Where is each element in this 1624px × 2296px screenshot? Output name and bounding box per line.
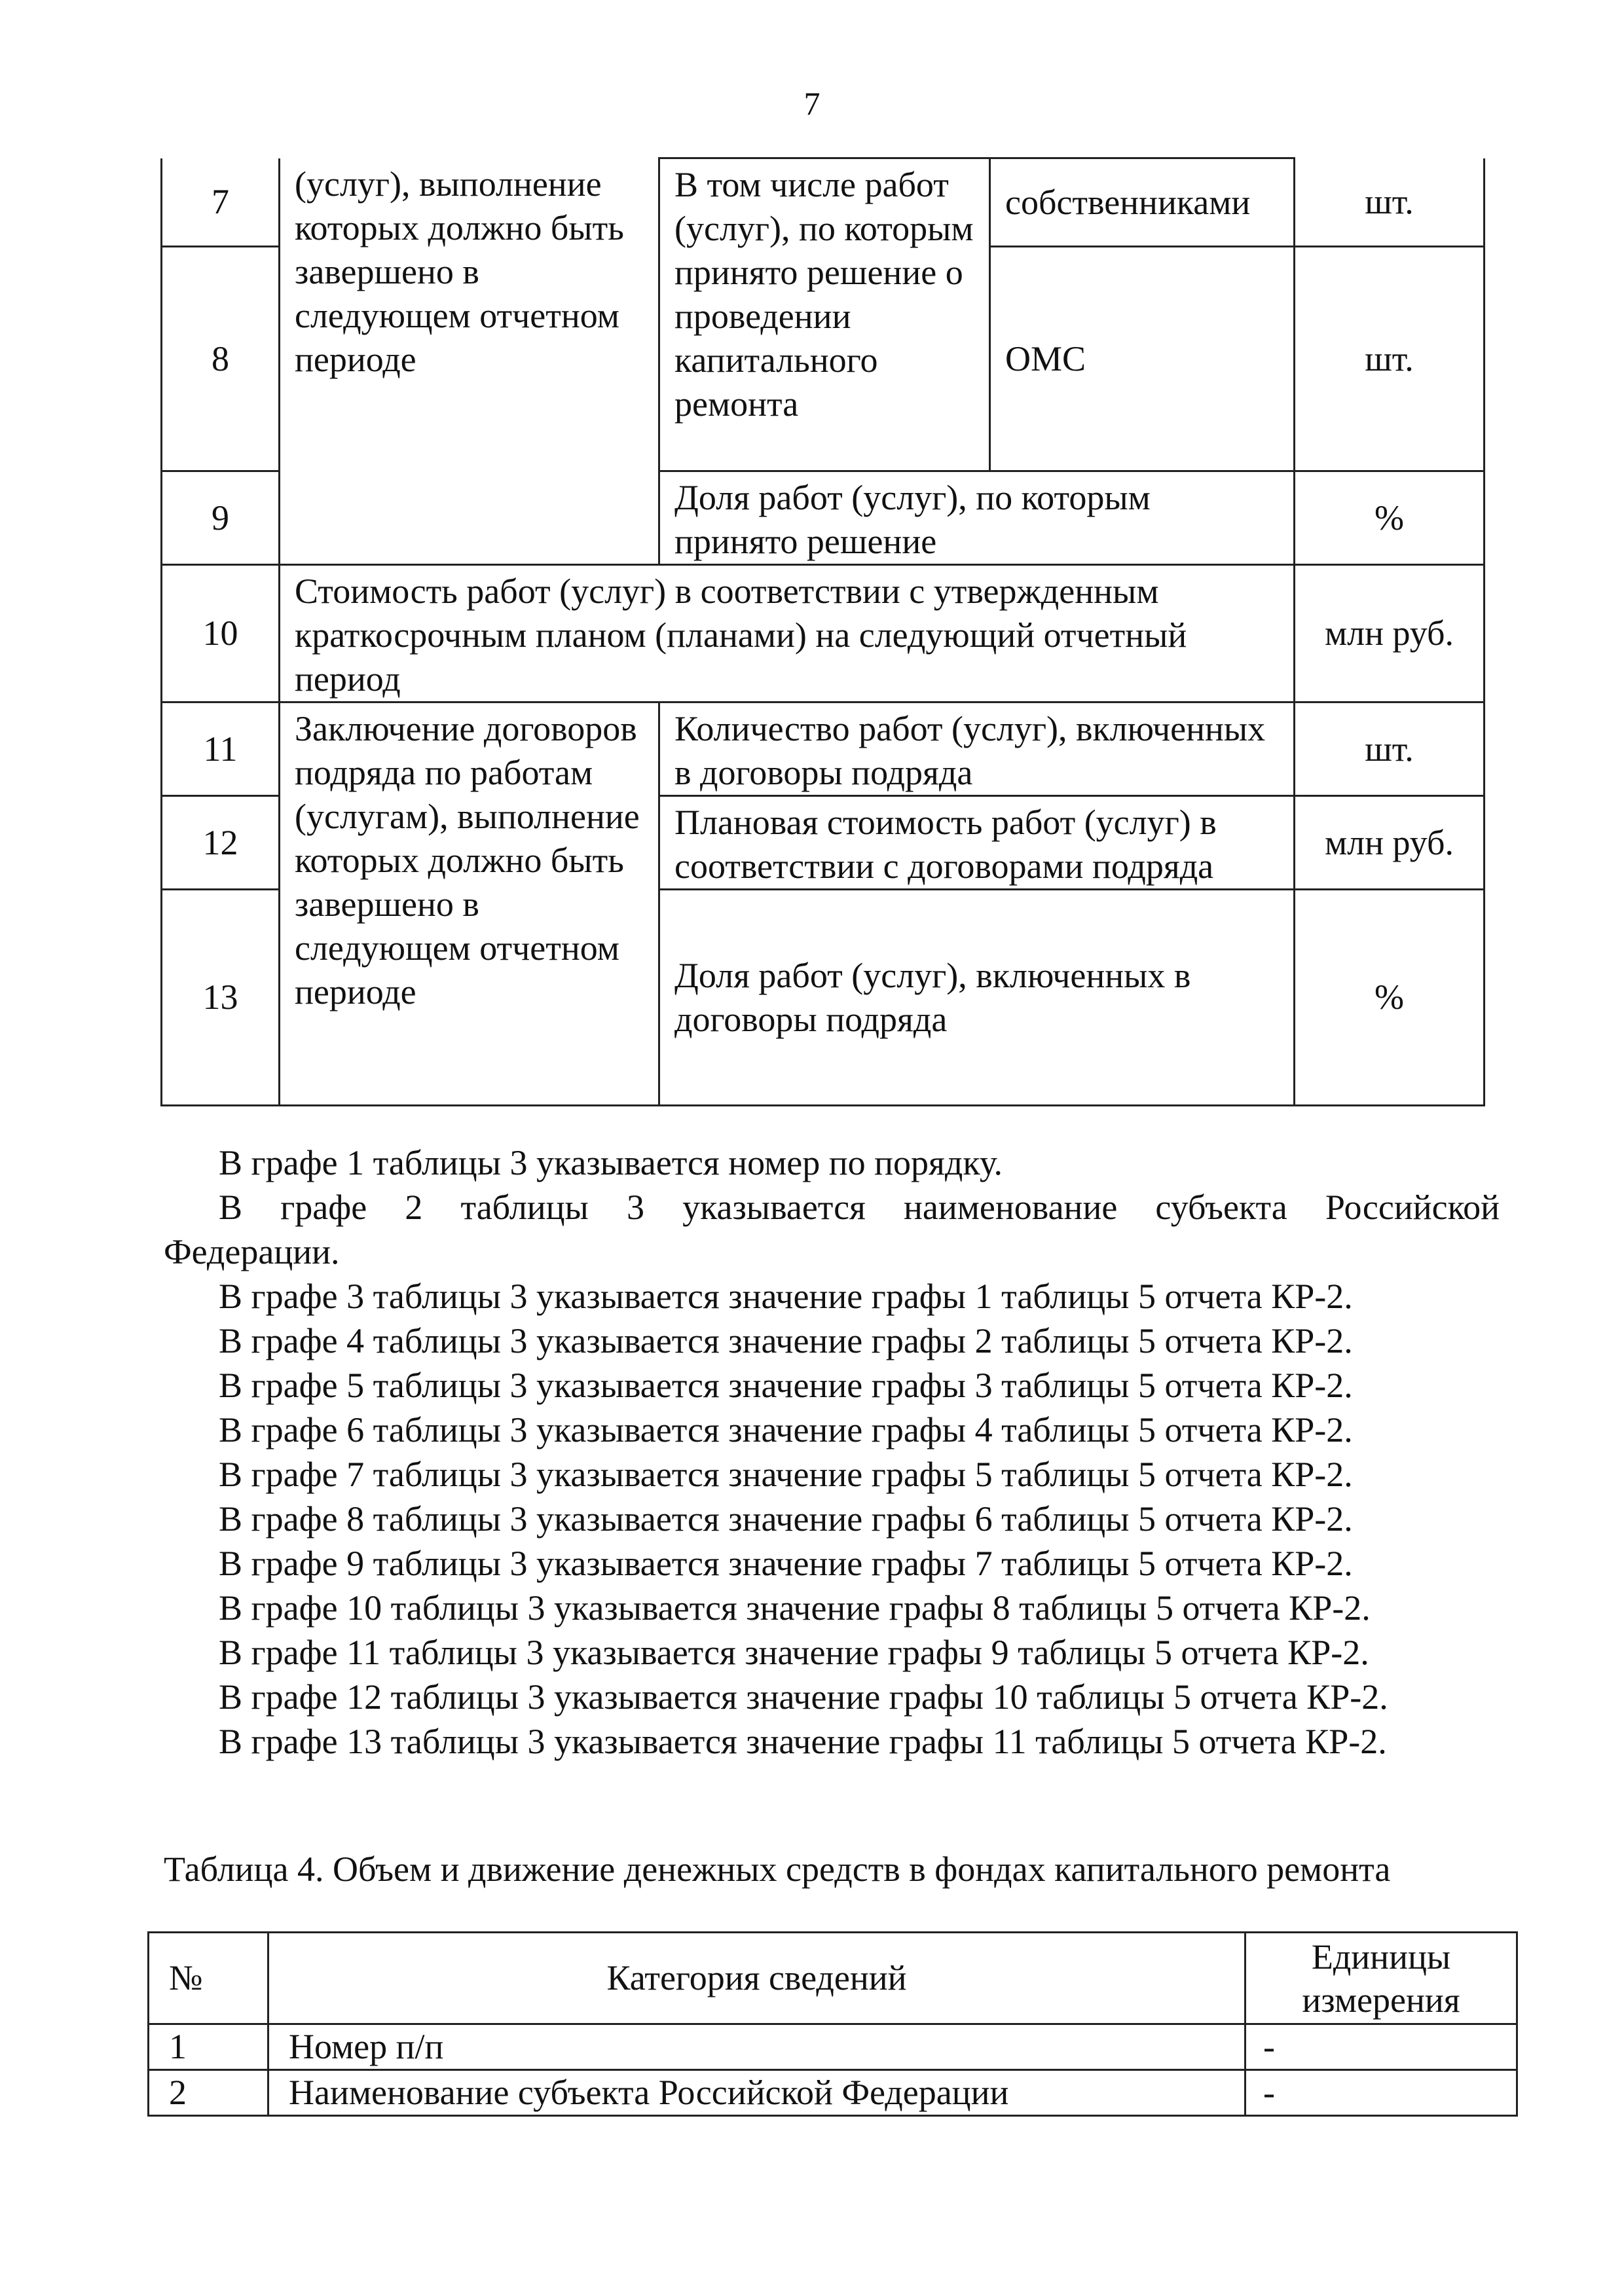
paragraph: В графе 1 таблицы 3 указывается номер по порядку. (219, 1143, 1003, 1182)
group-label-contracts: Заключение договоров подряда по работам (услугам), выполнение которых должно быть завершено в следующем отчетном периоде (280, 702, 659, 1106)
category-cell: Номер п/п (268, 2024, 1246, 2070)
column-header-unit-line2: измерения (1302, 1980, 1460, 2020)
row-number: 12 (162, 796, 280, 890)
table-header-row (149, 1933, 1517, 2024)
category-cell: ОМС (990, 247, 1295, 471)
table-4 (147, 1931, 1518, 2117)
row-number: 2 (149, 2070, 268, 2116)
paragraph: В графе 3 таблицы 3 указывается значение графы 1 таблицы 5 отчета КР-2. (219, 1277, 1353, 1316)
paragraph: В графе 6 таблицы 3 указывается значение графы 4 таблицы 5 отчета КР-2. (219, 1410, 1353, 1449)
unit-cell: млн руб. (1295, 796, 1485, 890)
row-number: 8 (162, 247, 280, 471)
table-4-caption: Таблица 4. Объем и движение денежных средств в фондах капитального ремонта (164, 1850, 1391, 1889)
description-cell: Доля работ (услуг), по которым принято решение (659, 471, 1295, 565)
table-3 (160, 157, 1485, 1106)
column-header-category: Категория сведений (268, 1933, 1246, 2024)
paragraph: В графе 8 таблицы 3 указывается значение графы 6 таблицы 5 отчета КР-2. (219, 1499, 1353, 1539)
category-cell: собственниками (990, 158, 1295, 247)
unit-cell: % (1295, 890, 1485, 1106)
row-number: 13 (162, 890, 280, 1106)
row-number: 11 (162, 702, 280, 796)
unit-cell: млн руб. (1295, 565, 1485, 702)
table-row (149, 2070, 1517, 2116)
unit-cell: шт. (1295, 702, 1485, 796)
description-cell: Доля работ (услуг), включенных в договоры подряда (659, 890, 1295, 1106)
table-row (162, 158, 1485, 247)
category-cell: Наименование субъекта Российской Федерации (268, 2070, 1246, 2116)
row-number: 1 (149, 2024, 268, 2070)
description-cell: Плановая стоимость работ (услуг) в соответствии с договорами подряда (659, 796, 1295, 890)
subgroup-label-decision: В том числе работ (услуг), по которым принято решение о проведении капитального ремонта (659, 158, 990, 471)
unit-cell: шт. (1295, 247, 1485, 471)
description-cell: Количество работ (услуг), включенных в договоры подряда (659, 702, 1295, 796)
column-header-unit (1246, 1933, 1517, 2024)
unit-cell: шт. (1295, 158, 1485, 247)
column-header-number: № (149, 1933, 268, 2024)
paragraph: В графе 2 таблицы 3 указывается наименование субъекта Российской (219, 1188, 1500, 1227)
row-number: 9 (162, 471, 280, 565)
group-label-completion: (услуг), выполнение которых должно быть завершено в следующем отчетном периоде (280, 158, 659, 565)
paragraph: В графе 4 таблицы 3 указывается значение графы 2 таблицы 5 отчета КР-2. (219, 1321, 1353, 1360)
table-row (162, 565, 1485, 702)
paragraph: В графе 10 таблицы 3 указывается значение графы 8 таблицы 5 отчета КР-2. (219, 1588, 1371, 1628)
paragraph: В графе 12 таблицы 3 указывается значение графы 10 таблицы 5 отчета КР-2. (219, 1677, 1388, 1717)
paragraph: В графе 11 таблицы 3 указывается значение графы 9 таблицы 5 отчета КР-2. (219, 1633, 1369, 1672)
paragraph: В графе 9 таблицы 3 указывается значение графы 7 таблицы 5 отчета КР-2. (219, 1544, 1353, 1583)
column-header-unit-line1: Единицы (1311, 1937, 1451, 1977)
paragraph: В графе 13 таблицы 3 указывается значение графы 11 таблицы 5 отчета КР-2. (219, 1722, 1387, 1761)
paragraph: В графе 5 таблицы 3 указывается значение графы 3 таблицы 5 отчета КР-2. (219, 1366, 1353, 1405)
paragraph: Федерации. (164, 1232, 340, 1271)
table-row (149, 2024, 1517, 2070)
explanation-text (164, 1140, 1500, 1764)
row-number: 7 (162, 158, 280, 247)
page-number: 7 (803, 85, 821, 122)
unit-cell: - (1246, 2070, 1517, 2116)
row-number: 10 (162, 565, 280, 702)
paragraph: В графе 7 таблицы 3 указывается значение графы 5 таблицы 5 отчета КР-2. (219, 1455, 1353, 1494)
unit-cell: % (1295, 471, 1485, 565)
table-row (162, 702, 1485, 796)
description-cell: Стоимость работ (услуг) в соответствии с утвержденным краткосрочным планом (планами) на следующий отчетный период (280, 565, 1295, 702)
unit-cell: - (1246, 2024, 1517, 2070)
